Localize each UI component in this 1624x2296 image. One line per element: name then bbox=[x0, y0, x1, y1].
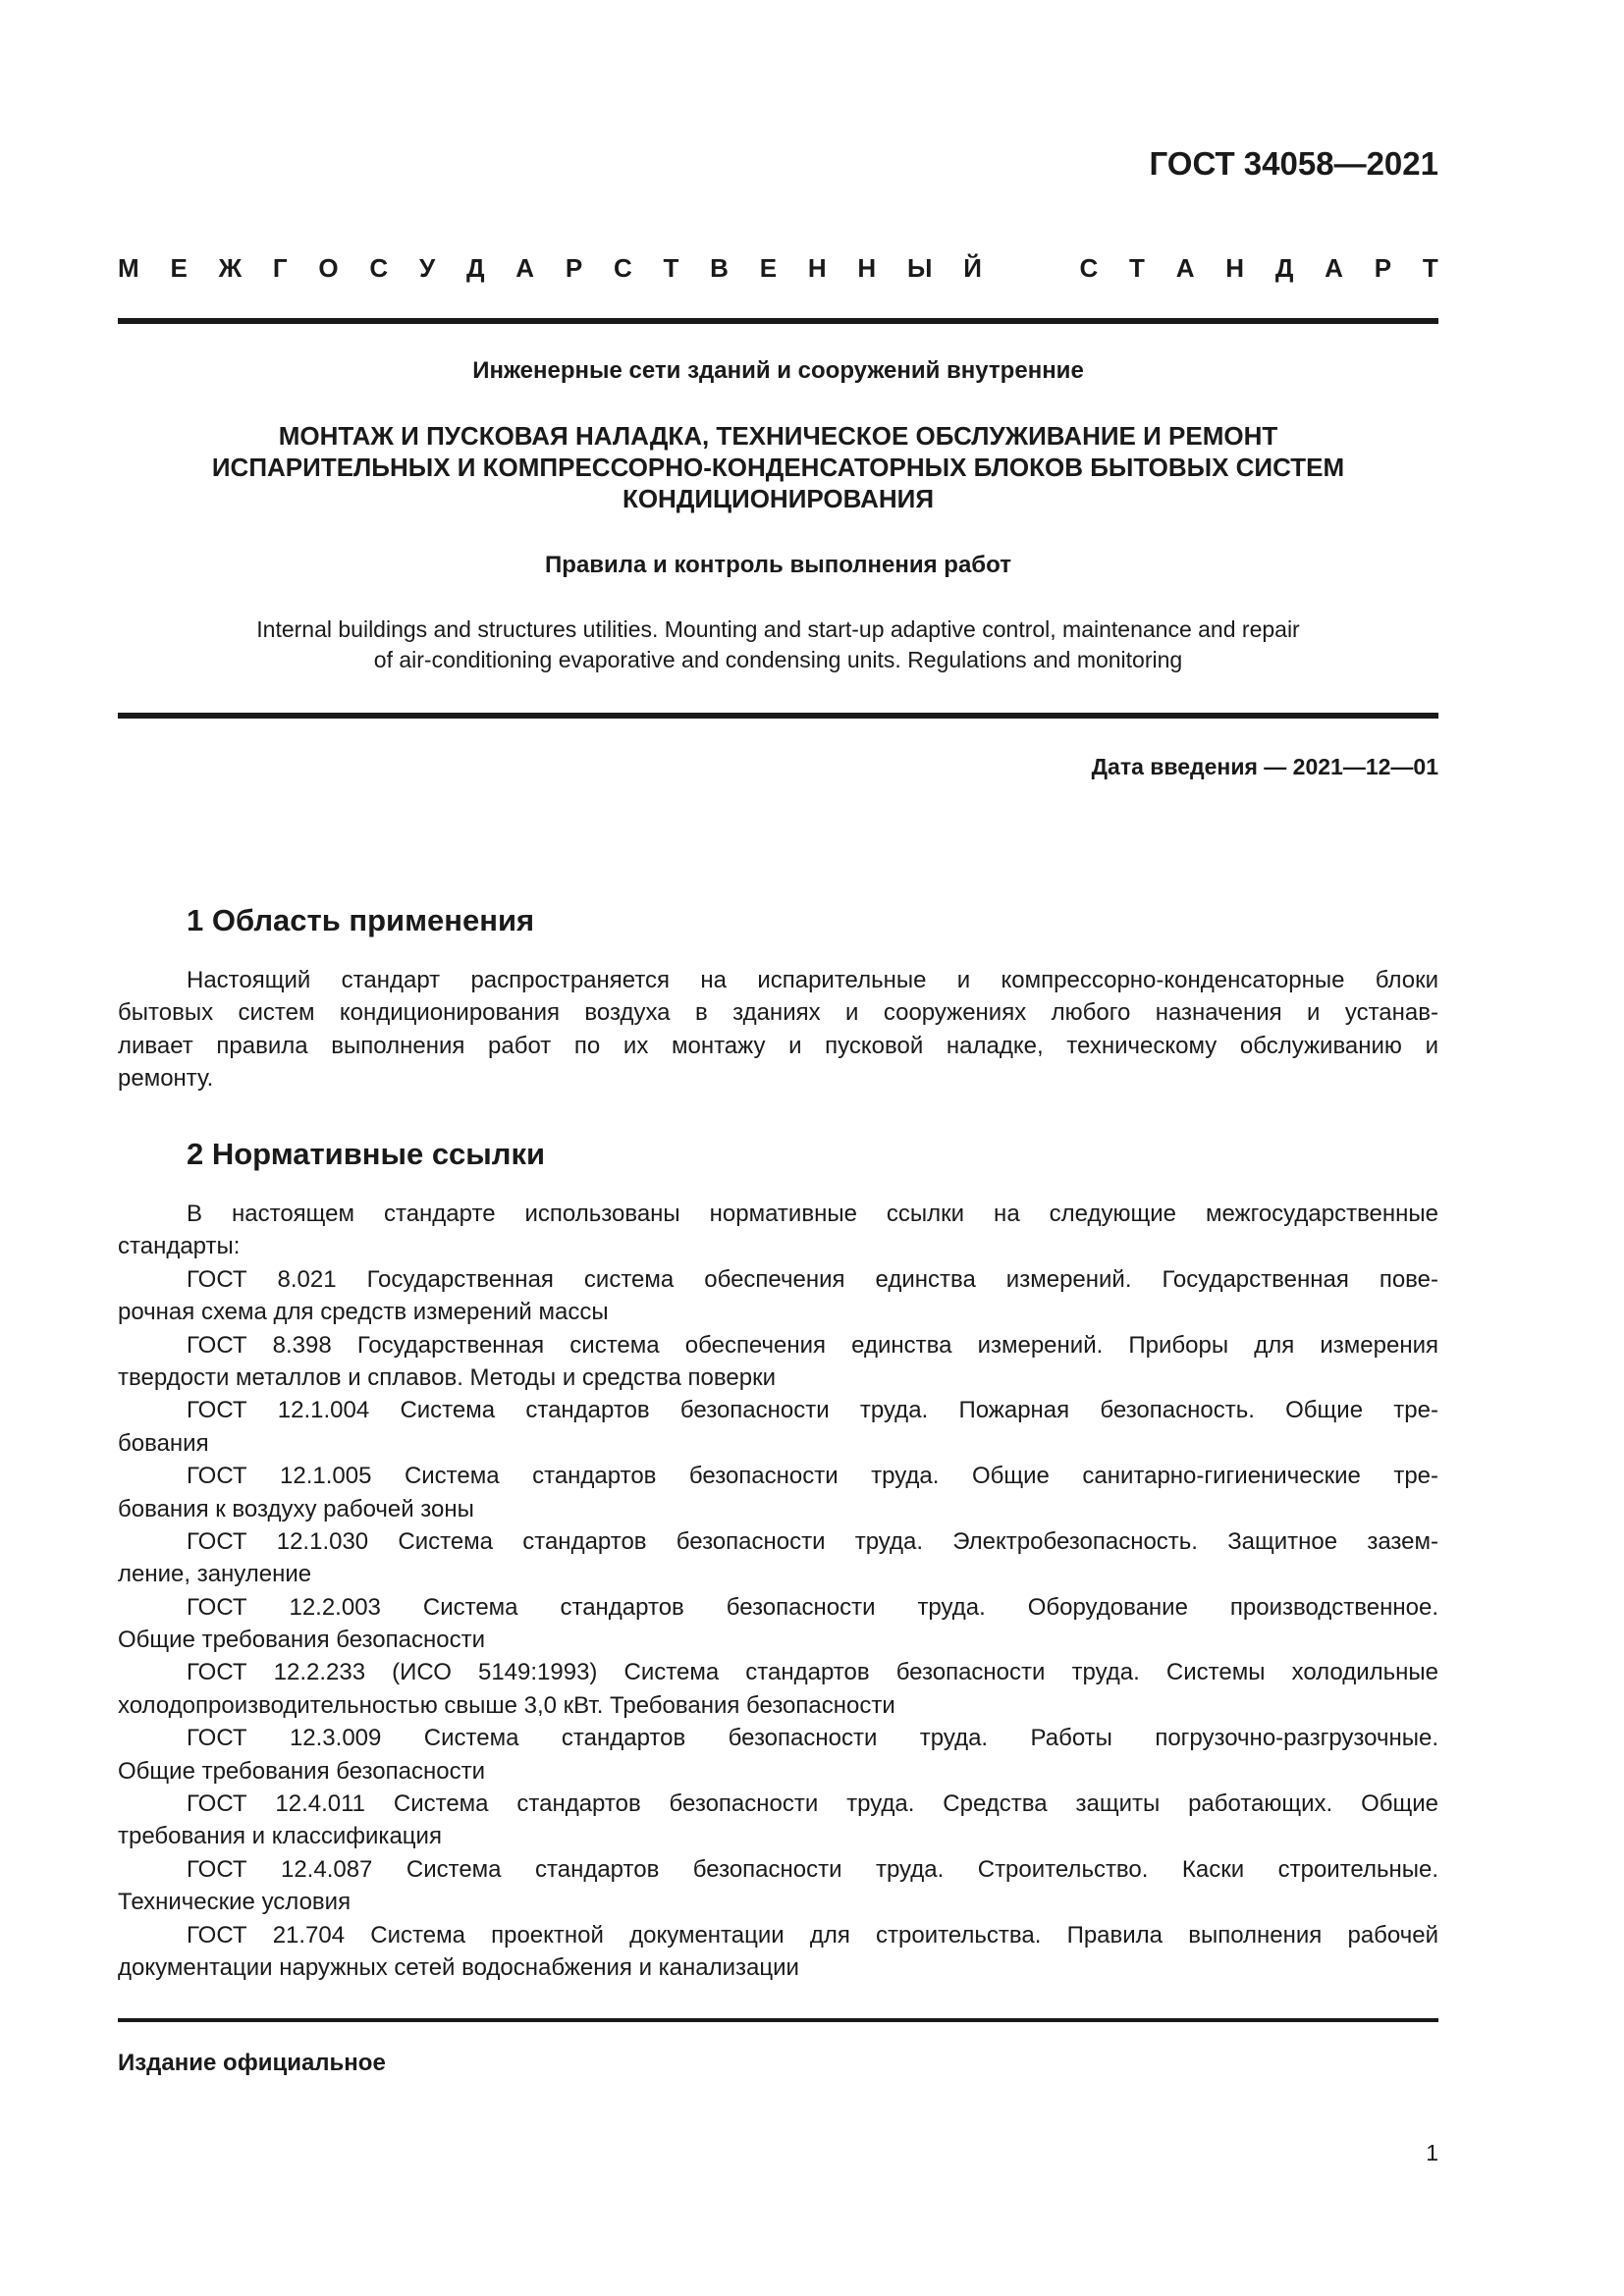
main-title-line: ИСПАРИТЕЛЬНЫХ И КОМПРЕССОРНО-КОНДЕНСАТОРНЫХ БЛОКОВ БЫТОВЫХ СИСТЕМ bbox=[211, 453, 1345, 482]
text-line: Общие требования безопасности bbox=[118, 1627, 485, 1654]
title-en-line: of air-conditioning evaporative and condensing units. Regulations and monitoring bbox=[373, 647, 1183, 672]
banner-letter: Ж bbox=[218, 253, 243, 283]
text-line: твердости металлов и сплавов. Методы и средства поверки bbox=[118, 1363, 776, 1391]
text-line: ремонту. bbox=[118, 1065, 214, 1093]
main-title-line: МОНТАЖ И ПУСКОВАЯ НАЛАДКА, ТЕХНИЧЕСКОЕ ОБСЛУЖИВАНИЕ И РЕМОНТ bbox=[278, 421, 1278, 451]
rules-title: Правила и контроль выполнения работ bbox=[545, 552, 1011, 578]
section-2-heading: 2 Нормативные ссылки bbox=[187, 1137, 546, 1171]
banner-letter: М bbox=[118, 253, 139, 283]
banner-letter: С bbox=[369, 253, 389, 283]
standard-type-banner bbox=[118, 253, 1438, 284]
banner-letter: Д bbox=[1274, 253, 1294, 283]
text-line: Технические условия bbox=[118, 1889, 352, 1916]
banner-letter: А bbox=[1175, 253, 1195, 283]
text-line: ГОСТ 12.4.011 Система стандартов безопасности труда. Средства защиты работающих. Общие bbox=[187, 1790, 1438, 1818]
text-line: ГОСТ 21.704 Система проектной документации для строительства. Правила выполнения рабочей bbox=[187, 1921, 1438, 1949]
banner-letter: С bbox=[613, 253, 632, 283]
banner-letter: О bbox=[318, 253, 339, 283]
title-divider bbox=[118, 713, 1438, 719]
banner-letter: Т bbox=[1422, 253, 1438, 283]
banner-letter: Н bbox=[1225, 253, 1245, 283]
section-1-heading: 1 Область применения bbox=[187, 903, 535, 937]
text-line: холодопроизводительностью свыше 3,0 кВт. Требования безопасности bbox=[118, 1691, 895, 1719]
text-line: В настоящем стандарте использованы нормативные ссылки на следующие межгосударственные bbox=[187, 1201, 1438, 1227]
text-line: ление, зануление bbox=[118, 1561, 312, 1588]
main-title-line: КОНДИЦИОНИРОВАНИЯ bbox=[622, 484, 935, 513]
banner-letter: Е bbox=[170, 253, 188, 283]
text-line: ГОСТ 8.398 Государственная система обеспечения единства измерений. Приборы для измерения bbox=[187, 1331, 1438, 1359]
banner-letter: Н bbox=[807, 253, 827, 283]
text-line: ГОСТ 12.2.233 (ИСО 5149:1993) Система стандартов безопасности труда. Системы холодильные bbox=[187, 1659, 1438, 1686]
intro-date: Дата введения — 2021—12—01 bbox=[1091, 754, 1438, 779]
banner-letter: Р bbox=[565, 253, 583, 283]
text-line: бования bbox=[118, 1429, 209, 1457]
text-line: требования и классификация bbox=[118, 1823, 442, 1850]
section-2-body bbox=[118, 1198, 1438, 1984]
footer-divider bbox=[118, 2018, 1438, 2022]
banner-letter: Ы bbox=[906, 253, 933, 283]
banner-letter: А bbox=[1325, 253, 1343, 283]
banner-letter: С bbox=[1079, 253, 1099, 283]
text-line: бования к воздуху рабочей зоны bbox=[118, 1495, 474, 1522]
banner-letter: Й bbox=[963, 253, 982, 283]
banner-letter: А bbox=[515, 253, 535, 283]
title-en-line: Internal buildings and structures utilities. Mounting and start-up adaptive control, maintenance and repair bbox=[256, 616, 1300, 642]
banner-letter: Т bbox=[1129, 253, 1145, 283]
page-number: 1 bbox=[1426, 2140, 1438, 2165]
text-line: стандарты: bbox=[118, 1233, 241, 1260]
text-line: рочная схема для средств измерений массы bbox=[118, 1299, 609, 1326]
text-line: ливает правила выполнения работ по их монтажу и пусковой наладке, техническому обслуживанию и bbox=[118, 1032, 1438, 1059]
edition-label: Издание официальное bbox=[118, 2050, 386, 2076]
top-divider bbox=[118, 318, 1438, 324]
text-line: документации наружных сетей водоснабжения и канализации bbox=[118, 1953, 799, 1981]
banner-letter: Н bbox=[857, 253, 877, 283]
text-line: ГОСТ 12.1.004 Система стандартов безопасности труда. Пожарная безопасность. Общие тре- bbox=[187, 1397, 1438, 1424]
text-line: бытовых систем кондиционирования воздуха в зданиях и сооружениях любого назначения и устанав- bbox=[118, 999, 1438, 1027]
subtitle-ru: Инженерные сети зданий и сооружений внутренние bbox=[472, 357, 1084, 384]
banner-letter: Г bbox=[272, 253, 288, 283]
title-en bbox=[118, 614, 1438, 675]
text-line: ГОСТ 12.2.003 Система стандартов безопасности труда. Оборудование производственное. bbox=[187, 1593, 1438, 1621]
banner-letter: Р bbox=[1374, 253, 1392, 283]
text-line: ГОСТ 8.021 Государственная система обеспечения единства измерений. Государственная пове- bbox=[187, 1265, 1438, 1293]
gost-id: ГОСТ 34058—2021 bbox=[1149, 145, 1438, 182]
document-page bbox=[118, 0, 1438, 2296]
banner-letter: У bbox=[418, 253, 436, 283]
text-line: Настоящий стандарт распространяется на испарительные и компрессорно-конденсаторные блоки bbox=[187, 967, 1438, 993]
banner-letter: Д bbox=[465, 253, 485, 283]
text-line: Общие требования безопасности bbox=[118, 1757, 485, 1785]
text-line: ГОСТ 12.3.009 Система стандартов безопасности труда. Работы погрузочно-разгрузочные. bbox=[187, 1725, 1438, 1752]
banner-letter: В bbox=[710, 253, 729, 283]
text-line: ГОСТ 12.1.005 Система стандартов безопасности труда. Общие санитарно-гигиенические тре- bbox=[187, 1463, 1438, 1490]
banner-letter: Т bbox=[663, 253, 679, 283]
main-title bbox=[118, 420, 1438, 514]
section-1-body bbox=[118, 964, 1438, 1095]
text-line: ГОСТ 12.1.030 Система стандартов безопасности труда. Электробезопасность. Защитное зазем- bbox=[187, 1527, 1438, 1555]
banner-letter: Е bbox=[759, 253, 778, 283]
text-line: ГОСТ 12.4.087 Система стандартов безопасности труда. Строительство. Каски строительные. bbox=[187, 1855, 1438, 1883]
